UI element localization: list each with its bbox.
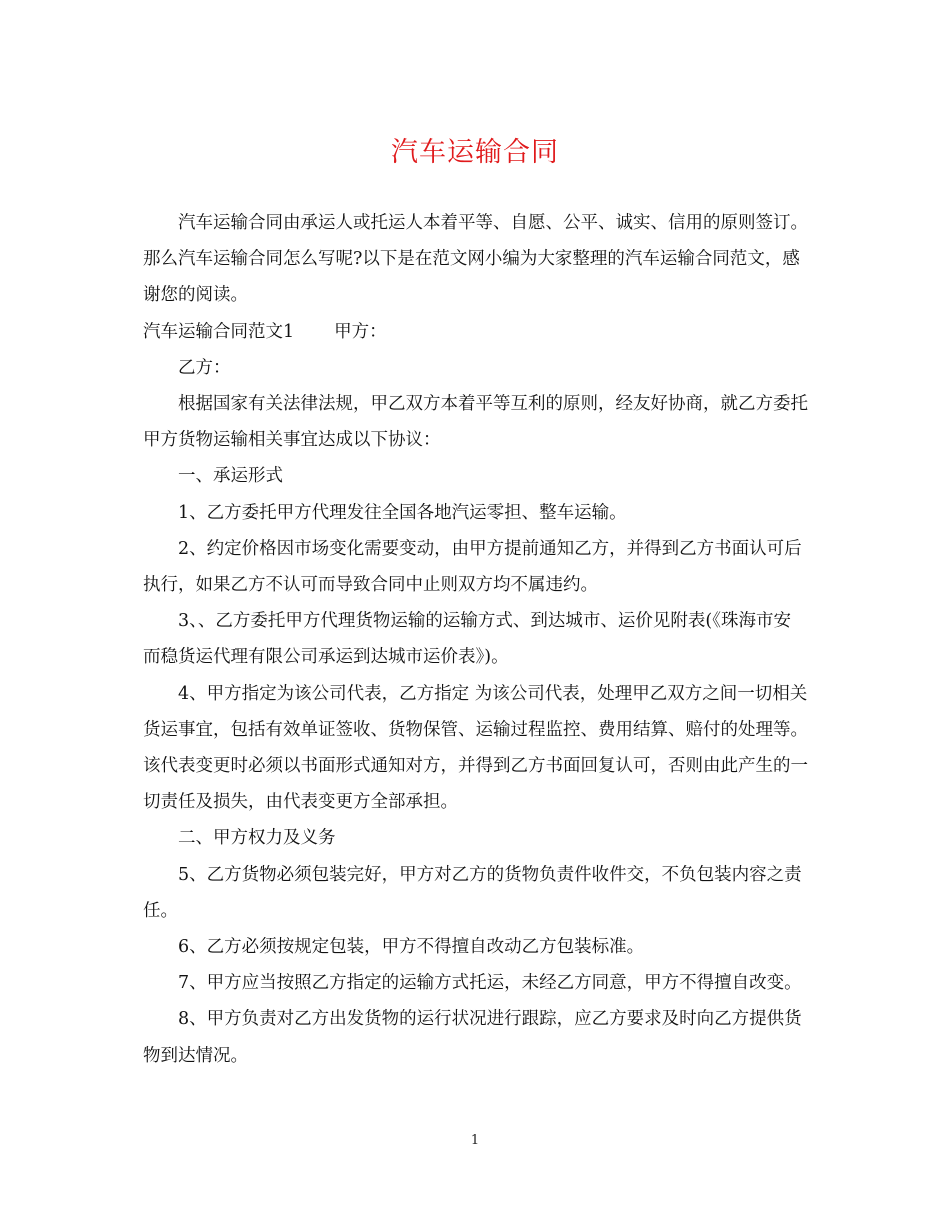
- basis-paragraph: 根据国家有关法律法规，甲乙双方本着平等互利的原则，经友好协商，就乙方委托甲方货物运输相关事宜达成以下协议：: [143, 394, 808, 451]
- page-title: 汽车运输合同: [391, 137, 559, 168]
- page-number: 1: [470, 1133, 480, 1148]
- sample-heading-line: [143, 314, 808, 350]
- clause-3: 3、、乙方委托甲方代理货物运输的运输方式、到达城市、运价见附表(《珠海市安而稳货运代理有限公司承运到达城市运价表》)。: [143, 611, 791, 668]
- intro-paragraph: 汽车运输合同由承运人或托运人本着平等、自愿、公平、诚实、信用的原则签订。那么汽车运输合同怎么写呢?以下是在范文网小编为大家整理的汽车运输合同范文，感谢您的阅读。: [143, 213, 808, 306]
- clause-2: 2、约定价格因市场变化需要变动，由甲方提前通知乙方，并得到乙方书面认可后执行，如果乙方不认可而导致合同中止则双方均不属违约。: [143, 538, 802, 596]
- party-a-label: 甲方：: [334, 321, 387, 342]
- party-b-label: 乙方：: [178, 357, 231, 378]
- clause-7: 7、甲方应当按照乙方指定的运输方式托运，未经乙方同意，甲方不得擅自改变。: [178, 973, 802, 994]
- clause-5: 5、乙方货物必须包装完好，甲方对乙方的货物负责件收件交，不负包装内容之责任。: [143, 864, 802, 921]
- clause-4: 4、甲方指定为该公司代表，乙方指定 为该公司代表，处理甲乙双方之间一切相关货运事宜，包括有效单证签收、货物保管、运输过程监控、费用结算、赔付的处理等。该代表变更时必须以书面形式通知对方，并得到乙方书面回复认可，否则由此产生的一切责任及损失，由代表变更方全部承担。: [143, 683, 808, 813]
- section-heading-1: 一、承运形式: [178, 466, 283, 487]
- document-body: [143, 205, 808, 1074]
- clause-8: 8、甲方负责对乙方出发货物的运行状况进行跟踪，应乙方要求及时向乙方提供货物到达情况。: [143, 1009, 802, 1066]
- sample-heading: 汽车运输合同范文1: [143, 321, 295, 342]
- clause-6: 6、乙方必须按规定包装，甲方不得擅自改动乙方包装标准。: [178, 937, 645, 958]
- section-heading-2: 二、甲方权力及义务: [178, 828, 336, 849]
- clause-1: 1、乙方委托甲方代理发往全国各地汽运零担、整车运输。: [178, 502, 627, 523]
